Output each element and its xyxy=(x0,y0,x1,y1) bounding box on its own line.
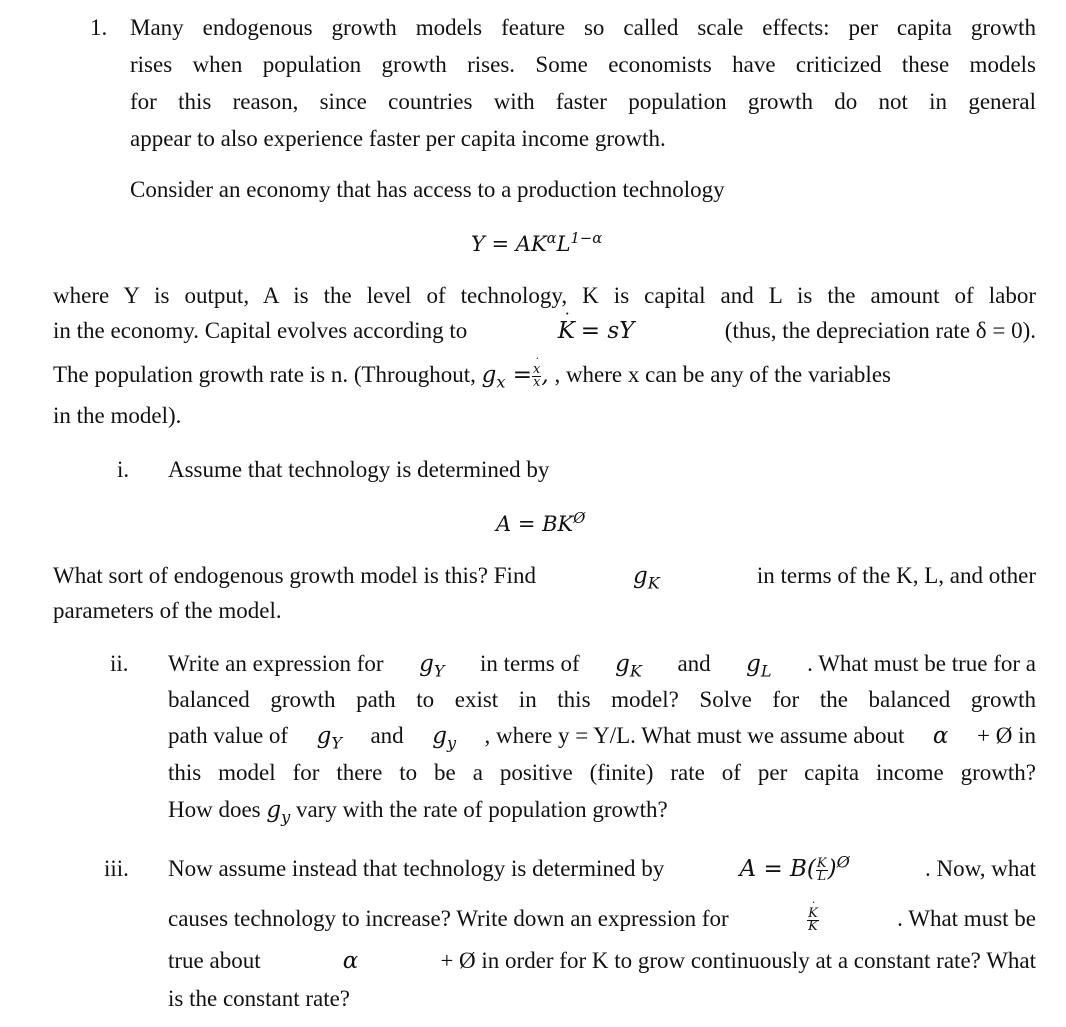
part-iii-l1-b: . Now, what xyxy=(925,856,1036,881)
consider-line: Consider an economy that has access to a production technology xyxy=(130,177,725,202)
part-ii-line-2: balanced growth path to exist in this model? Solve for the balanced growth xyxy=(168,687,1036,712)
where-line-3-pre: The population growth rate is n. (Throughout, xyxy=(53,362,476,387)
part-iii-l1-a: Now assume instead that technology is determined by xyxy=(168,856,665,881)
production-function-equation xyxy=(471,231,602,257)
part-ii-l5-b: vary with the rate of population growth? xyxy=(295,797,668,822)
part-ii-l5-a: How does xyxy=(168,797,261,822)
part-iii-l2-b: . What must be xyxy=(897,906,1036,931)
part-iii-l3-a: true about xyxy=(168,948,261,973)
gK-symbol-ii: $g_K$ xyxy=(615,651,642,681)
part-i-question-line-1 xyxy=(53,562,1036,593)
part-ii-line-4: this model for there to be a positive (finite) rate of per capita income growth? xyxy=(168,760,1036,785)
part-i-text: Assume that technology is determined by xyxy=(168,457,550,482)
part-ii-l3-d: + Ø in xyxy=(976,723,1036,748)
intro-line-1: Many endogenous growth models feature so called scale effects: per capita growth xyxy=(130,15,1036,40)
production-function: $Y = AK^\alpha L^{1-\alpha}$ xyxy=(471,230,603,256)
technology-equation-i: $A = BK^Ø$ xyxy=(496,510,586,536)
where-line-4: in the model). xyxy=(53,403,182,428)
capital-growth-fraction: $\frac{K ˙}{K}$ xyxy=(807,905,819,933)
technology-equation-iii: A = B( $\frac{K}{L}$ )$^Ø$ xyxy=(739,852,850,884)
part-i-q-post: in terms of the K, L, and other xyxy=(756,563,1036,588)
part-ii-l1-c: and xyxy=(677,651,711,676)
growth-rate-definition: $g_x$ = $\frac{x ˙}{x}$ , xyxy=(482,362,549,388)
part-i-label: i. xyxy=(117,457,130,482)
alpha-symbol-iii: α xyxy=(342,948,359,974)
part-iii-l3-b: + Ø in order for K to grow continuously at a constant rate? What xyxy=(440,948,1036,973)
part-ii-l1-b: in terms of xyxy=(479,651,580,676)
gY-symbol: $g_Y$ xyxy=(419,651,445,681)
where-line-2 xyxy=(53,317,1036,345)
intro-line-2: rises when population growth rises. Some economists have criticized these models xyxy=(130,52,1036,77)
alpha-symbol: α xyxy=(932,723,949,749)
part-ii-l3-b: and xyxy=(370,723,404,748)
gK-symbol: $g_K$ xyxy=(633,563,660,593)
part-ii-l3-a: path value of xyxy=(168,723,289,748)
part-ii-line-3 xyxy=(168,722,1036,753)
part-iii-line-1 xyxy=(168,852,1036,884)
capital-law-rhs: = sY xyxy=(580,318,635,344)
part-i-q-pre: What sort of endogenous growth model is this? Find xyxy=(53,563,536,588)
part-ii-line-5 xyxy=(168,796,668,827)
gy-symbol: $g_y$ xyxy=(432,723,457,753)
capital-law-of-motion: K ˙ = sY xyxy=(558,317,635,345)
part-iii-label: iii. xyxy=(104,856,129,881)
gY-symbol-ii: $g_Y$ xyxy=(316,723,342,753)
where-line-3 xyxy=(53,361,891,392)
where-line-1: where Y is output, A is the level of technology, K is capital and L is the amount of labor xyxy=(53,283,1036,308)
where-line-2-pre: in the economy. Capital evolves according to xyxy=(53,318,468,343)
part-iii-l2-a: causes technology to increase? Write down an expression for xyxy=(168,906,729,931)
part-ii-label: ii. xyxy=(110,651,129,676)
gy-symbol-ii: $g_y$ xyxy=(266,797,291,827)
part-iii-line-3 xyxy=(168,947,1036,975)
question-number: 1. xyxy=(90,15,108,40)
part-ii-l1-a: Write an expression for xyxy=(168,651,384,676)
intro-line-3: for this reason, since countries with faster population growth do not in general xyxy=(130,89,1036,114)
intro-line-4: appear to also experience faster per capita income growth. xyxy=(130,126,666,151)
where-line-3-post: , where x can be any of the variables xyxy=(554,362,891,387)
part-iii-line-2 xyxy=(168,905,1036,933)
part-ii-l1-d: . What must be true for a xyxy=(807,651,1036,676)
part-i-question-line-2: parameters of the model. xyxy=(53,598,282,623)
part-iii-line-4: is the constant rate? xyxy=(168,986,351,1011)
where-line-2-post: (thus, the depreciation rate δ = 0). xyxy=(724,318,1036,343)
part-ii-line-1 xyxy=(168,650,1036,681)
part-ii-l3-c: , where y = Y/L. What must we assume about xyxy=(484,723,905,748)
gL-symbol: $g_L$ xyxy=(746,651,772,681)
